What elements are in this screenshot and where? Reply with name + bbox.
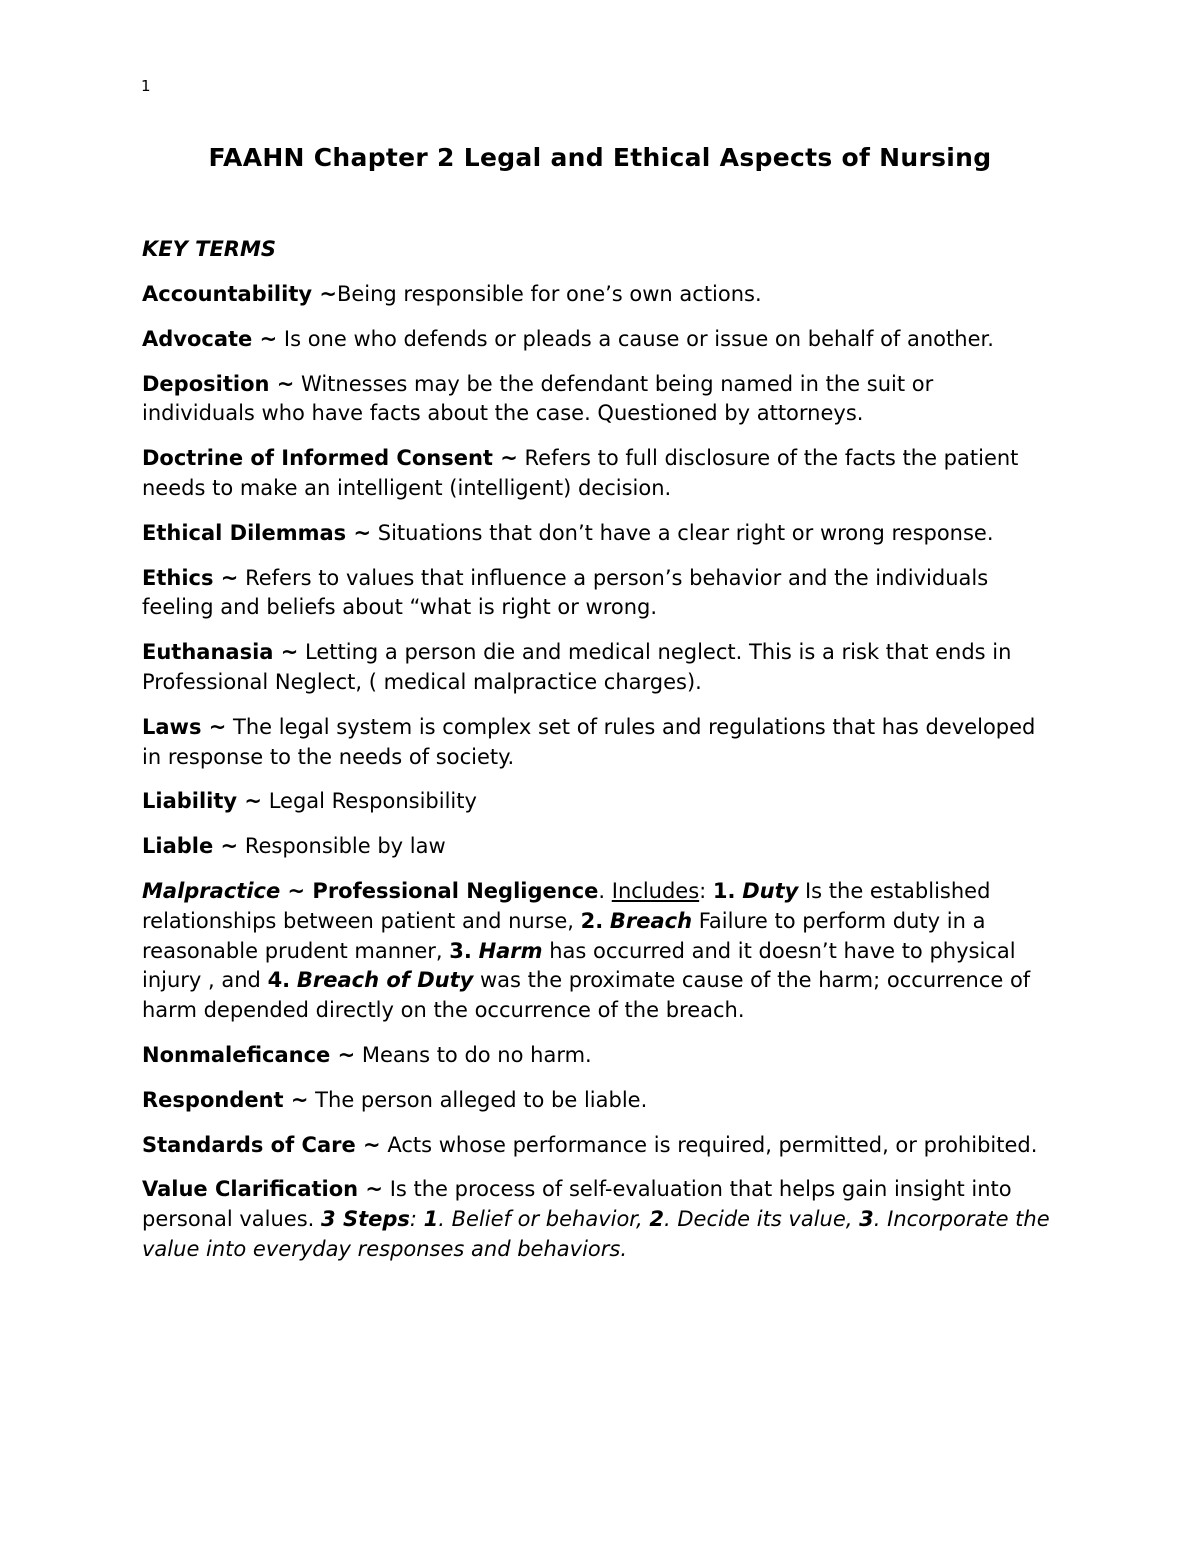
term-definition: Letting a person die and medical neglect. This is a risk that ends in Professional Neglect, ( medical malpractice charges). (142, 640, 1012, 694)
step-text: . Belief or behavior, (438, 1207, 650, 1232)
term-entry (142, 1131, 1052, 1161)
document-title: FAAHN Chapter 2 Legal and Ethical Aspects of Nursing (208, 143, 992, 172)
term-entry (142, 713, 1052, 773)
term-name: Deposition ~ (142, 371, 295, 396)
term-entry-value-clarification (142, 1175, 1052, 1264)
term-name: Standards of Care ~ (142, 1132, 381, 1157)
term-name: Value Clarification ~ (142, 1177, 384, 1202)
step-number: 1 (423, 1207, 439, 1232)
step-text: . Incorporate the value into everyday responses and behaviors. (142, 1207, 1050, 1261)
term-entry (142, 280, 1052, 310)
term-definition: Situations that don’t have a clear right or wrong response. (371, 520, 994, 545)
term-name: Ethics ~ (142, 565, 239, 590)
term-separator: ~ (280, 878, 313, 903)
term-definition: Is one who defends or pleads a cause or issue on behalf of another. (277, 326, 994, 351)
list-number: 4. (267, 968, 291, 993)
steps-label: 3 Steps (321, 1207, 410, 1232)
element-definition: Failure to perform duty in a reasonable prudent manner, (142, 908, 986, 963)
term-entry (142, 519, 1052, 549)
term-bold-definition: Professional Negligence (312, 878, 599, 903)
key-terms-heading: KEY TERMS (142, 237, 276, 261)
term-entry (142, 444, 1052, 504)
term-definition: Witnesses may be the defendant being named in the suit or individuals who have facts about the case. Questioned by attorneys. (142, 371, 934, 426)
term-definition: Being responsible for one’s own actions. (336, 282, 762, 306)
term-entry (142, 564, 1052, 624)
term-definition: Acts whose performance is required, permitted, or prohibited. (380, 1132, 1038, 1157)
term-definition: The legal system is complex set of rules and regulations that has developed in response to the needs of society. (142, 714, 1036, 769)
term-entry (142, 1086, 1052, 1116)
list-number: 1. (712, 878, 736, 903)
term-name: Laws ~ (142, 714, 227, 739)
list-number: 2. (580, 908, 604, 933)
term-entry (142, 1041, 1052, 1071)
element-breach-of-duty: Breach of Duty (296, 968, 474, 993)
term-entry (142, 832, 1052, 862)
term-name: Euthanasia ~ (142, 640, 299, 665)
list-number: 3. (449, 938, 472, 963)
element-breach: Breach (609, 908, 693, 933)
element-definition: Is the established relationships between patient and nurse, (142, 878, 991, 933)
term-name: Accountability ~ (142, 282, 337, 306)
step-number: 3 (859, 1207, 874, 1232)
term-entry (142, 370, 1052, 430)
term-definition: Responsible by law (238, 834, 446, 859)
element-harm: Harm (478, 938, 543, 963)
term-entry (142, 325, 1052, 355)
term-entry-malpractice (142, 877, 1052, 1026)
text: : (699, 878, 713, 903)
term-name: Respondent ~ (142, 1087, 309, 1112)
term-entry (142, 638, 1052, 698)
element-duty: Duty (742, 878, 799, 903)
term-definition: Is the process of self-evaluation that helps gain insight into personal values. (142, 1177, 1012, 1232)
term-definition: Means to do no harm. (355, 1042, 592, 1067)
term-name: Advocate ~ (142, 326, 278, 351)
term-definition: Legal Responsibility (262, 789, 477, 814)
step-text: . Decide its value, (664, 1207, 860, 1232)
element-definition: has occurred and it doesn’t have to physical injury , and (142, 938, 1016, 993)
term-name: Liable ~ (142, 834, 239, 859)
key-terms-list (142, 280, 1052, 1280)
element-definition: was the proximate cause of the harm; occurrence of harm depended directly on the occurrence of the breach. (142, 968, 1031, 1023)
term-definition: Refers to values that influence a person’s behavior and the individuals feeling and beliefs about “what is right or wrong. (142, 565, 989, 620)
page-number: 1 (141, 77, 151, 95)
step-number: 2 (649, 1207, 664, 1232)
term-name: Doctrine of Informed Consent ~ (142, 446, 518, 471)
term-name: Malpractice (142, 878, 281, 903)
text: : (409, 1207, 424, 1232)
text: . (598, 878, 612, 903)
term-name: Ethical Dilemmas ~ (142, 520, 372, 545)
term-definition: Refers to full disclosure of the facts the patient needs to make an intelligent (intelligent) decision. (142, 446, 1019, 500)
term-entry (142, 787, 1052, 817)
includes-label: Includes (611, 878, 700, 903)
term-definition: The person alleged to be liable. (308, 1087, 648, 1112)
term-name: Nonmaleficance ~ (142, 1042, 356, 1067)
term-name: Liability ~ (142, 789, 263, 814)
